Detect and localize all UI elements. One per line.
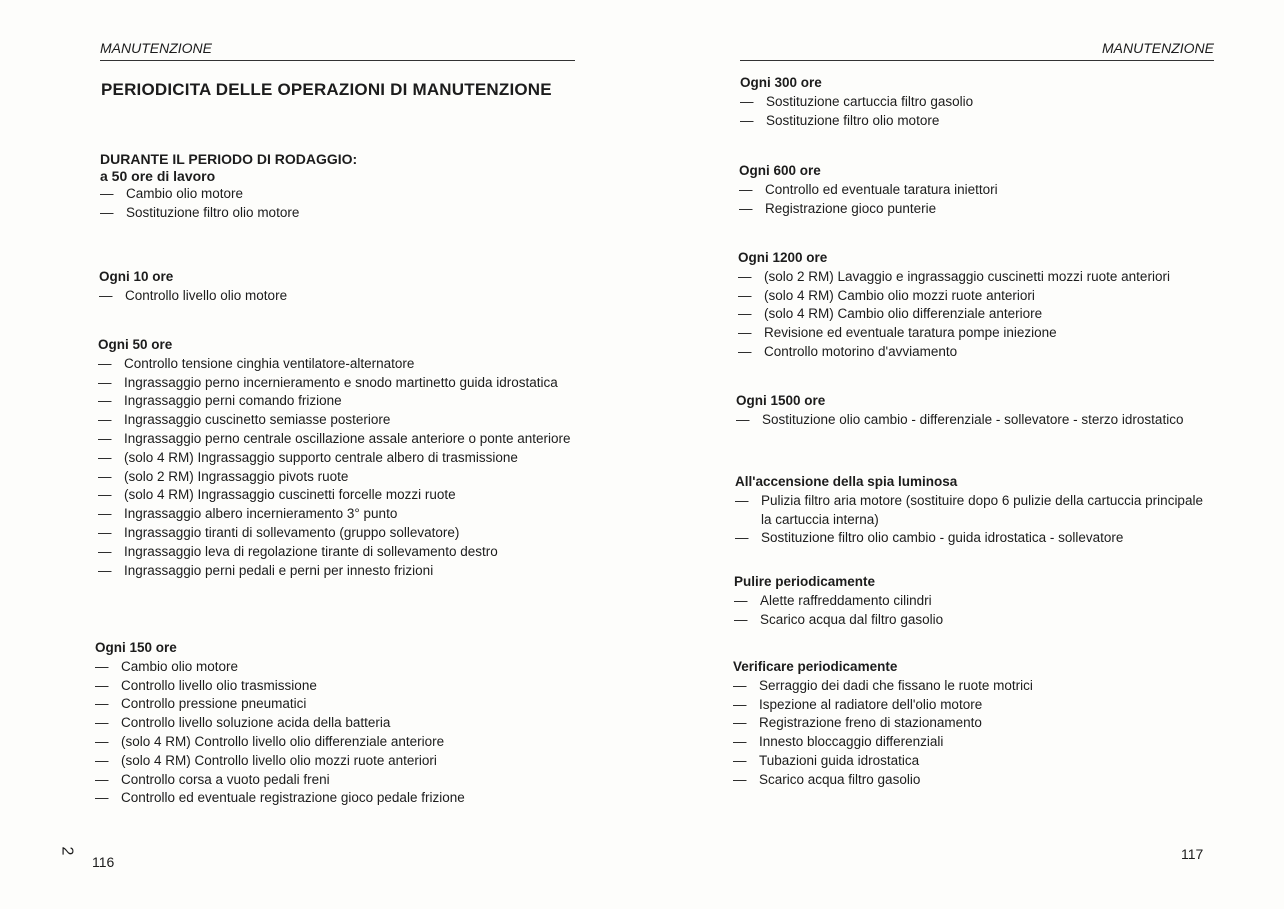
list-item [100, 204, 575, 223]
list-item [98, 449, 573, 468]
dash-bullet [98, 524, 112, 543]
section-ogni-600-ore [739, 162, 1209, 218]
list-item [99, 287, 574, 306]
list-item-text: (solo 2 RM) Lavaggio e ingrassaggio cuscinetti mozzi ruote anteriori [764, 268, 1170, 284]
list-item-text: Pulizia filtro aria motore (sostituire dopo 6 pulizie della cartuccia principale la cartuccia interna) [761, 492, 1203, 527]
list-item [734, 611, 1208, 630]
list-item [98, 411, 573, 430]
list-item-text: Alette raffreddamento cilindri [760, 592, 932, 608]
list-item-text: Scarico acqua filtro gasolio [759, 771, 921, 787]
list-item-text: Sostituzione olio cambio - differenziale - sollevatore - sterzo idrostatico [762, 411, 1184, 427]
dash-bullet [98, 374, 112, 393]
list-item-text: Sostituzione cartuccia filtro gasolio [766, 93, 974, 109]
dash-bullet [100, 185, 114, 204]
list-item [738, 343, 1212, 362]
section-title: Ogni 1200 ore [738, 250, 828, 265]
dash-bullet [98, 392, 112, 411]
list-item [98, 468, 573, 487]
dash-bullet [733, 771, 747, 790]
list-item-text: Cambio olio motore [121, 658, 239, 674]
dash-bullet [733, 752, 747, 771]
section-ogni-1500-ore [736, 392, 1210, 430]
list-item-text: (solo 2 RM) Ingrassaggio pivots ruote [124, 468, 349, 484]
dash-bullet [735, 492, 749, 511]
list-item-text: Cambio olio motore [126, 186, 244, 201]
list-item [98, 524, 573, 543]
list-item-text: Controllo livello soluzione acida della batteria [121, 715, 391, 731]
list-item [734, 592, 1208, 611]
dash-bullet [95, 677, 109, 696]
dash-bullet [98, 355, 112, 374]
list-item-text: Controllo motorino d'avviamento [764, 343, 958, 359]
list-item [95, 714, 570, 733]
list-item [98, 355, 573, 374]
list-item [738, 305, 1212, 324]
dash-bullet [98, 543, 112, 562]
list-item [733, 714, 1207, 733]
list-item [740, 93, 1210, 112]
list-item-text: Ingrassaggio tiranti di sollevamento (gruppo sollevatore) [124, 524, 460, 540]
section-rodaggio [100, 151, 575, 223]
left-running-header: MANUTENZIONE [100, 40, 575, 61]
list-item-text: Controllo ed eventuale taratura iniettori [765, 181, 998, 197]
list-item-text: Ingrassaggio cuscinetto semiasse posteriore [124, 412, 391, 428]
list-item-text: Controllo ed eventuale registrazione gioco pedale frizione [121, 790, 465, 806]
list-item [739, 181, 1209, 200]
section-ogni-50-ore [98, 336, 573, 580]
section-title: Verificare periodicamente [733, 659, 898, 674]
dash-bullet [739, 200, 753, 219]
dash-bullet [733, 696, 747, 715]
list-item [736, 411, 1210, 430]
section-title: Ogni 10 ore [99, 269, 174, 284]
list-item-text: Controllo tensione cinghia ventilatore-alternatore [124, 355, 415, 371]
section-ogni-1200-ore [738, 249, 1212, 362]
list-item [98, 543, 573, 562]
list-item-text: Serraggio dei dadi che fissano le ruote motrici [759, 677, 1033, 693]
list-item [733, 677, 1207, 696]
dash-bullet [98, 430, 112, 449]
list-item [735, 492, 1209, 530]
list-item-text: Tubazioni guida idrostatica [759, 752, 920, 768]
list-item-text: (solo 4 RM) Cambio olio differenziale anteriore [764, 306, 1043, 322]
dash-bullet [100, 204, 114, 223]
dash-bullet [98, 562, 112, 581]
list-item-text: Sostituzione filtro olio motore [766, 112, 940, 128]
list-item [98, 392, 573, 411]
dash-bullet [95, 733, 109, 752]
list-item [95, 733, 570, 752]
list-item [733, 733, 1207, 752]
dash-bullet [738, 268, 752, 287]
dash-bullet [98, 505, 112, 524]
dash-bullet [733, 733, 747, 752]
dash-bullet [98, 486, 112, 505]
list-item [735, 529, 1209, 548]
list-item [98, 430, 573, 449]
dash-bullet [95, 695, 109, 714]
dash-bullet [95, 771, 109, 790]
list-item-text: Revisione ed eventuale taratura pompe iniezione [764, 325, 1057, 341]
list-item-text: (solo 4 RM) Controllo livello olio differenziale anteriore [121, 733, 445, 749]
list-item-text: Ispezione al radiatore dell'olio motore [759, 696, 983, 712]
dash-bullet [739, 181, 753, 200]
list-item-text: (solo 4 RM) Cambio olio mozzi ruote anteriori [764, 287, 1035, 303]
right-page-number: 117 [1181, 846, 1204, 862]
section-ogni-300-ore [740, 74, 1210, 130]
rodaggio-title: DURANTE IL PERIODO DI RODAGGIO: [100, 151, 358, 167]
dash-bullet [98, 449, 112, 468]
list-item [95, 771, 570, 790]
section-title: Ogni 600 ore [739, 163, 821, 178]
section-title: Ogni 300 ore [740, 75, 822, 90]
list-item [95, 677, 570, 696]
dash-bullet [95, 752, 109, 771]
dash-bullet [738, 324, 752, 343]
dash-bullet [95, 658, 109, 677]
dash-bullet [735, 529, 749, 548]
list-item [733, 771, 1207, 790]
list-item [739, 200, 1209, 219]
dash-bullet [734, 592, 748, 611]
right-page [642, 0, 1284, 909]
section-pulire-periodicamente [734, 573, 1208, 629]
list-item-text: Ingrassaggio leva di regolazione tirante di sollevamento destro [124, 543, 498, 559]
list-item-text: Controllo livello olio motore [125, 287, 288, 303]
list-item-text: Ingrassaggio perni pedali e perni per innesto frizioni [124, 562, 434, 578]
dash-bullet [738, 287, 752, 306]
left-page-number: 116 [92, 854, 115, 870]
dash-bullet [738, 305, 752, 324]
dash-bullet [734, 611, 748, 630]
list-item [95, 658, 570, 677]
section-title: Ogni 50 ore [98, 337, 173, 352]
right-running-header: MANUTENZIONE [740, 40, 1214, 61]
list-item-text: Ingrassaggio albero incernieramento 3° punto [124, 506, 398, 522]
list-item [733, 752, 1207, 771]
dash-bullet [98, 411, 112, 430]
section-ogni-10-ore [99, 268, 574, 306]
list-item-text: Controllo corsa a vuoto pedali freni [121, 771, 330, 787]
list-item [738, 268, 1212, 287]
dash-bullet [95, 789, 109, 808]
dash-bullet [740, 93, 754, 112]
section-title: All'accensione della spia luminosa [735, 474, 958, 489]
dash-bullet [98, 468, 112, 487]
dash-bullet [95, 714, 109, 733]
list-item-text: Controllo pressione pneumatici [121, 696, 307, 712]
list-item [740, 112, 1210, 131]
list-item [733, 696, 1207, 715]
list-item-text: Ingrassaggio perno centrale oscillazione assale anteriore o ponte anteriore [124, 430, 571, 446]
dash-bullet [99, 287, 113, 306]
dash-bullet [740, 112, 754, 131]
list-item-text: Sostituzione filtro olio motore [126, 204, 300, 220]
section-spia-luminosa [735, 473, 1209, 548]
list-item-text: Controllo livello olio trasmissione [121, 677, 317, 693]
dash-bullet [738, 343, 752, 362]
dash-bullet [736, 411, 750, 430]
page-title: PERIODICITA DELLE OPERAZIONI DI MANUTENZIONE [101, 80, 552, 99]
list-item [95, 752, 570, 771]
section-title: Ogni 150 ore [95, 640, 177, 655]
section-ogni-150-ore [95, 639, 570, 808]
rodaggio-subtitle: a 50 ore di lavoro [100, 168, 216, 184]
list-item-text: Ingrassaggio perno incernieramento e snodo martinetto guida idrostatica [124, 374, 558, 390]
list-item [98, 486, 573, 505]
list-item-text: Sostituzione filtro olio cambio - guida idrostatica - sollevatore [761, 530, 1124, 546]
dash-bullet [733, 677, 747, 696]
list-item [98, 505, 573, 524]
list-item [95, 789, 570, 808]
list-item [738, 324, 1212, 343]
list-item [95, 695, 570, 714]
section-title: Pulire periodicamente [734, 574, 876, 589]
list-item [98, 374, 573, 393]
list-item-text: Ingrassaggio perni comando frizione [124, 393, 342, 409]
list-item [738, 287, 1212, 306]
list-item-text: (solo 4 RM) Ingrassaggio cuscinetti forcelle mozzi ruote [124, 487, 456, 503]
list-item-text: Registrazione gioco punterie [765, 200, 937, 216]
list-item-text: Registrazione freno di stazionamento [759, 715, 982, 731]
list-item-text: (solo 4 RM) Controllo livello olio mozzi ruote anteriori [121, 752, 437, 768]
section-title: Ogni 1500 ore [736, 393, 826, 408]
section-verificare-periodicamente [733, 658, 1207, 790]
dash-bullet [733, 714, 747, 733]
list-item-text: Innesto bloccaggio differenziali [759, 734, 944, 750]
list-item [100, 185, 575, 204]
list-item-text: Scarico acqua dal filtro gasolio [760, 611, 944, 627]
list-item [98, 562, 573, 581]
margin-mark: 2 [58, 846, 76, 856]
list-item-text: (solo 4 RM) Ingrassaggio supporto centrale albero di trasmissione [124, 449, 518, 465]
